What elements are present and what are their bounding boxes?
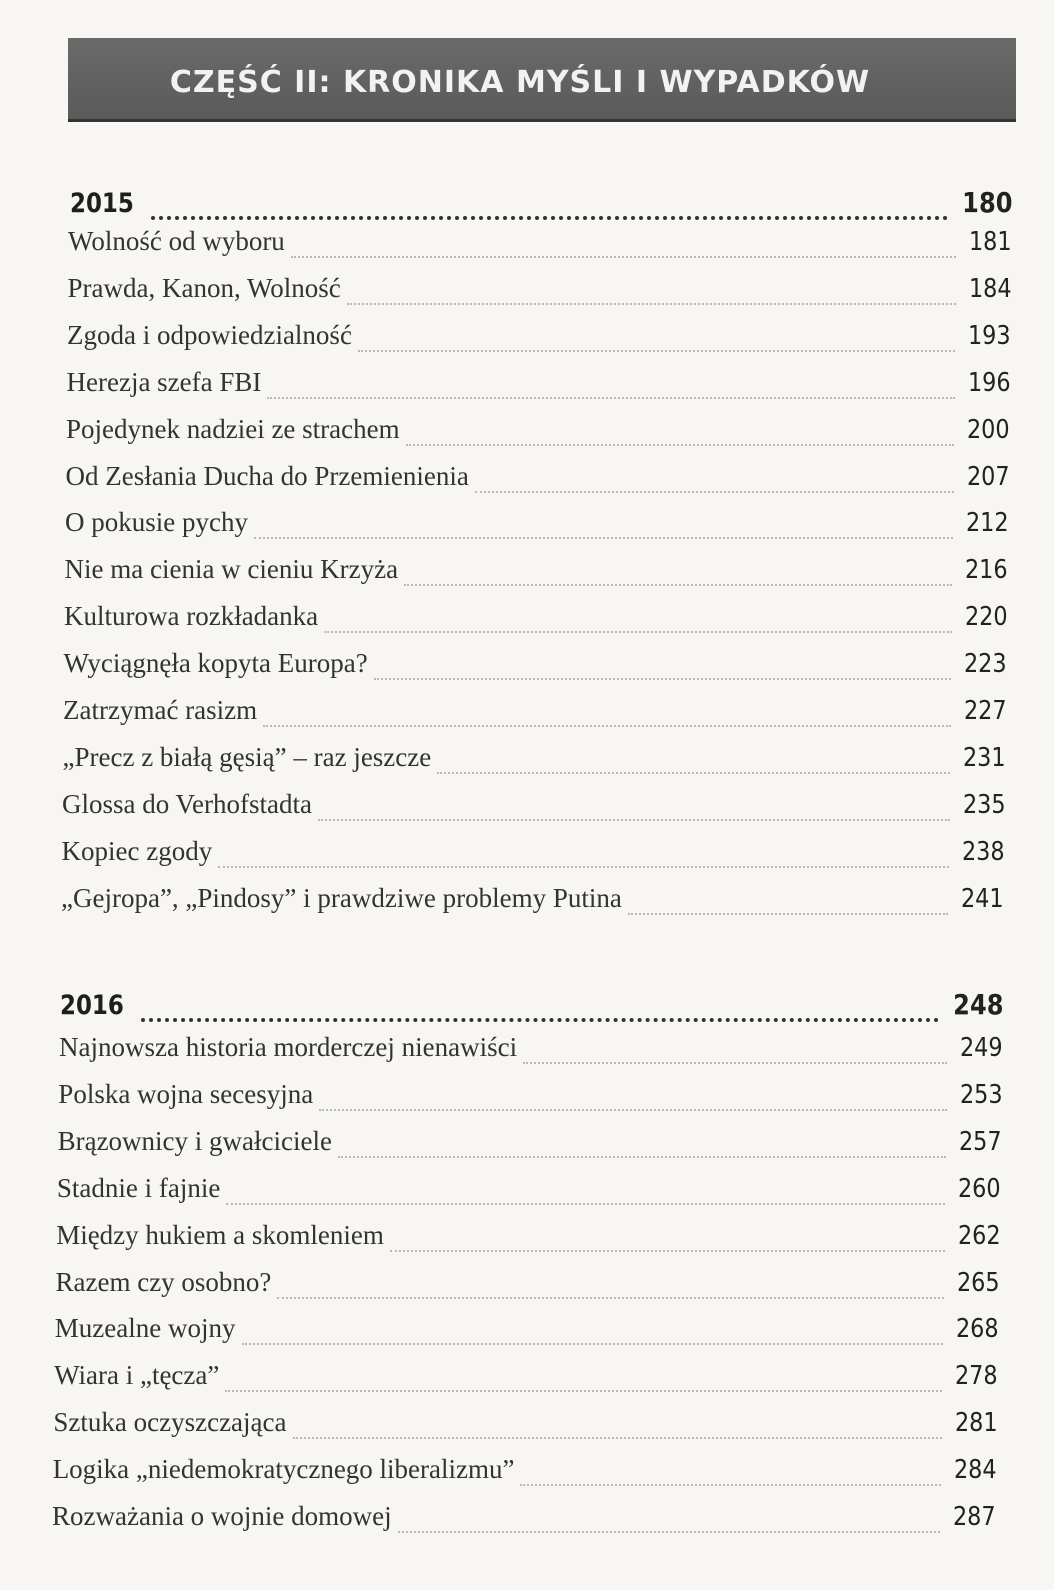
entry-title: Zgoda i odpowiedzialność bbox=[67, 319, 352, 350]
entry-page-number: 220 bbox=[964, 602, 1008, 633]
dot-leader bbox=[398, 1530, 941, 1533]
toc-entry bbox=[65, 507, 1009, 547]
entry-page-number: 249 bbox=[960, 1033, 1003, 1063]
entry-page-number: 193 bbox=[968, 320, 1011, 351]
toc-entry bbox=[52, 1501, 996, 1541]
entry-title: Kopiec zgody bbox=[61, 835, 213, 866]
dot-leader bbox=[475, 490, 954, 493]
entry-page-number: 223 bbox=[964, 649, 1007, 680]
entry-title: Rozważania o wojnie domowej bbox=[52, 1501, 392, 1531]
dot-leader bbox=[437, 771, 950, 774]
entry-title: Kulturowa rozkładanka bbox=[64, 601, 319, 632]
entry-title: Stadnie i fajnie bbox=[56, 1172, 221, 1203]
entry-title: Od Zesłania Ducha do Przemienienia bbox=[65, 460, 469, 491]
entry-page-number: 216 bbox=[965, 555, 1008, 586]
dot-leader bbox=[318, 818, 950, 821]
entry-title: Muzealne wojny bbox=[54, 1313, 236, 1344]
dot-leader bbox=[218, 865, 949, 868]
section-page-number: 248 bbox=[952, 988, 1003, 1021]
entry-title: Nie ma cienia w cieniu Krzyża bbox=[64, 554, 399, 585]
dot-leader bbox=[404, 583, 952, 586]
entry-title: Herezja szefa FBI bbox=[66, 366, 262, 397]
toc-entry bbox=[63, 742, 1006, 782]
entry-page-number: 265 bbox=[956, 1267, 1000, 1298]
dot-leader bbox=[358, 349, 955, 352]
dot-leader bbox=[628, 912, 949, 915]
dot-leader bbox=[293, 1436, 942, 1439]
dot-leader bbox=[324, 630, 952, 633]
entry-page-number: 181 bbox=[969, 227, 1012, 257]
entry-title: „Gejropa”, „Pindosy” i prawdziwe problemy Putina bbox=[61, 882, 622, 913]
entry-page-number: 278 bbox=[955, 1361, 999, 1392]
entry-page-number: 284 bbox=[953, 1455, 997, 1486]
section-page-number: 180 bbox=[961, 186, 1012, 219]
entry-title: Sztuka oczyszczająca bbox=[53, 1407, 287, 1438]
section-year: 2016 bbox=[60, 990, 124, 1021]
toc-entry bbox=[62, 789, 1005, 829]
dot-leader bbox=[242, 1342, 944, 1345]
toc-entry bbox=[61, 883, 1004, 923]
section-heading bbox=[60, 988, 1003, 1028]
toc-entry bbox=[68, 273, 1012, 313]
toc-entry bbox=[58, 1126, 1002, 1166]
dot-leader bbox=[319, 1108, 946, 1111]
entry-page-number: 231 bbox=[963, 742, 1006, 773]
dot-leader bbox=[390, 1249, 945, 1252]
dot-leader bbox=[254, 536, 953, 539]
entry-page-number: 207 bbox=[966, 461, 1010, 492]
dot-leader bbox=[226, 1202, 945, 1205]
dot-leader bbox=[277, 1296, 943, 1299]
toc-entry bbox=[59, 1032, 1003, 1072]
toc-entry bbox=[65, 554, 1009, 594]
entry-page-number: 241 bbox=[961, 883, 1004, 914]
dot-leader bbox=[520, 1483, 941, 1486]
entry-title: Glossa do Verhofstadta bbox=[62, 788, 312, 819]
toc-entry bbox=[56, 1220, 1000, 1260]
dot-leader bbox=[347, 302, 956, 305]
entry-page-number: 238 bbox=[961, 836, 1005, 867]
dot-leader bbox=[338, 1155, 946, 1158]
entry-title: Pojedynek nadziei ze strachem bbox=[66, 413, 400, 444]
toc-entry bbox=[67, 320, 1011, 360]
entry-title: O pokusie pychy bbox=[65, 507, 248, 538]
entry-page-number: 200 bbox=[967, 414, 1010, 445]
entry-page-number: 257 bbox=[958, 1126, 1002, 1157]
entry-title: Brązownicy i gwałciciele bbox=[57, 1125, 332, 1156]
toc-entry bbox=[56, 1267, 1000, 1307]
toc-entry bbox=[53, 1454, 997, 1494]
toc-entry bbox=[66, 461, 1010, 501]
entry-page-number: 253 bbox=[959, 1079, 1003, 1110]
entry-page-number: 262 bbox=[957, 1220, 1001, 1251]
toc-entry bbox=[54, 1360, 998, 1400]
entry-page-number: 212 bbox=[965, 508, 1009, 539]
entry-page-number: 268 bbox=[956, 1314, 999, 1345]
dot-leader bbox=[225, 1389, 942, 1392]
entry-title: Zatrzymać rasizm bbox=[63, 695, 258, 725]
entry-title: Prawda, Kanon, Wolność bbox=[67, 272, 341, 303]
entry-page-number: 281 bbox=[954, 1408, 998, 1439]
dot-leader bbox=[374, 677, 951, 680]
part-title: CZĘŚĆ II: KRONIKA MYŚLI I WYPADKÓW bbox=[169, 65, 871, 100]
toc-entry bbox=[57, 1173, 1001, 1213]
dot-leader bbox=[151, 215, 947, 220]
toc-entry bbox=[64, 601, 1007, 641]
entry-title: Razem czy osobno? bbox=[55, 1266, 272, 1297]
toc-entry bbox=[58, 1079, 1002, 1119]
entry-page-number: 196 bbox=[967, 367, 1011, 398]
entry-title: „Precz z białą gęsią” – raz jeszcze bbox=[62, 741, 432, 772]
entry-page-number: 227 bbox=[963, 696, 1007, 726]
entry-title: Polska wojna secesyjna bbox=[58, 1078, 314, 1109]
entry-page-number: 184 bbox=[968, 273, 1012, 304]
entry-title: Wiara i „tęcza” bbox=[54, 1360, 220, 1391]
entry-title: Logika „niedemokratycznego liberalizmu” bbox=[52, 1454, 515, 1485]
entry-page-number: 235 bbox=[962, 789, 1006, 820]
entry-title: Najnowsza historia morderczej nienawiści bbox=[59, 1032, 518, 1062]
entry-title: Wolność od wyboru bbox=[68, 226, 285, 256]
toc-entry bbox=[55, 1313, 999, 1353]
toc-entry bbox=[67, 367, 1011, 407]
toc-entry bbox=[53, 1407, 997, 1447]
dot-leader bbox=[141, 1017, 938, 1022]
dot-leader bbox=[406, 443, 954, 446]
toc-entry bbox=[66, 414, 1010, 454]
entry-page-number: 287 bbox=[953, 1502, 996, 1532]
dot-leader bbox=[267, 396, 954, 399]
dot-leader bbox=[523, 1061, 947, 1064]
part-header-bar bbox=[68, 38, 1016, 122]
entry-title: Między hukiem a skomleniem bbox=[56, 1219, 384, 1250]
dot-leader bbox=[291, 255, 957, 258]
section-heading bbox=[70, 186, 1012, 226]
toc-entry bbox=[64, 648, 1007, 688]
toc-entry bbox=[63, 695, 1006, 735]
section-year: 2015 bbox=[70, 188, 134, 219]
entry-page-number: 260 bbox=[958, 1173, 1001, 1204]
toc-entry bbox=[62, 836, 1005, 876]
entry-title: Wyciągnęła kopyta Europa? bbox=[63, 648, 368, 679]
dot-leader bbox=[263, 724, 950, 727]
toc-entry bbox=[68, 226, 1012, 266]
